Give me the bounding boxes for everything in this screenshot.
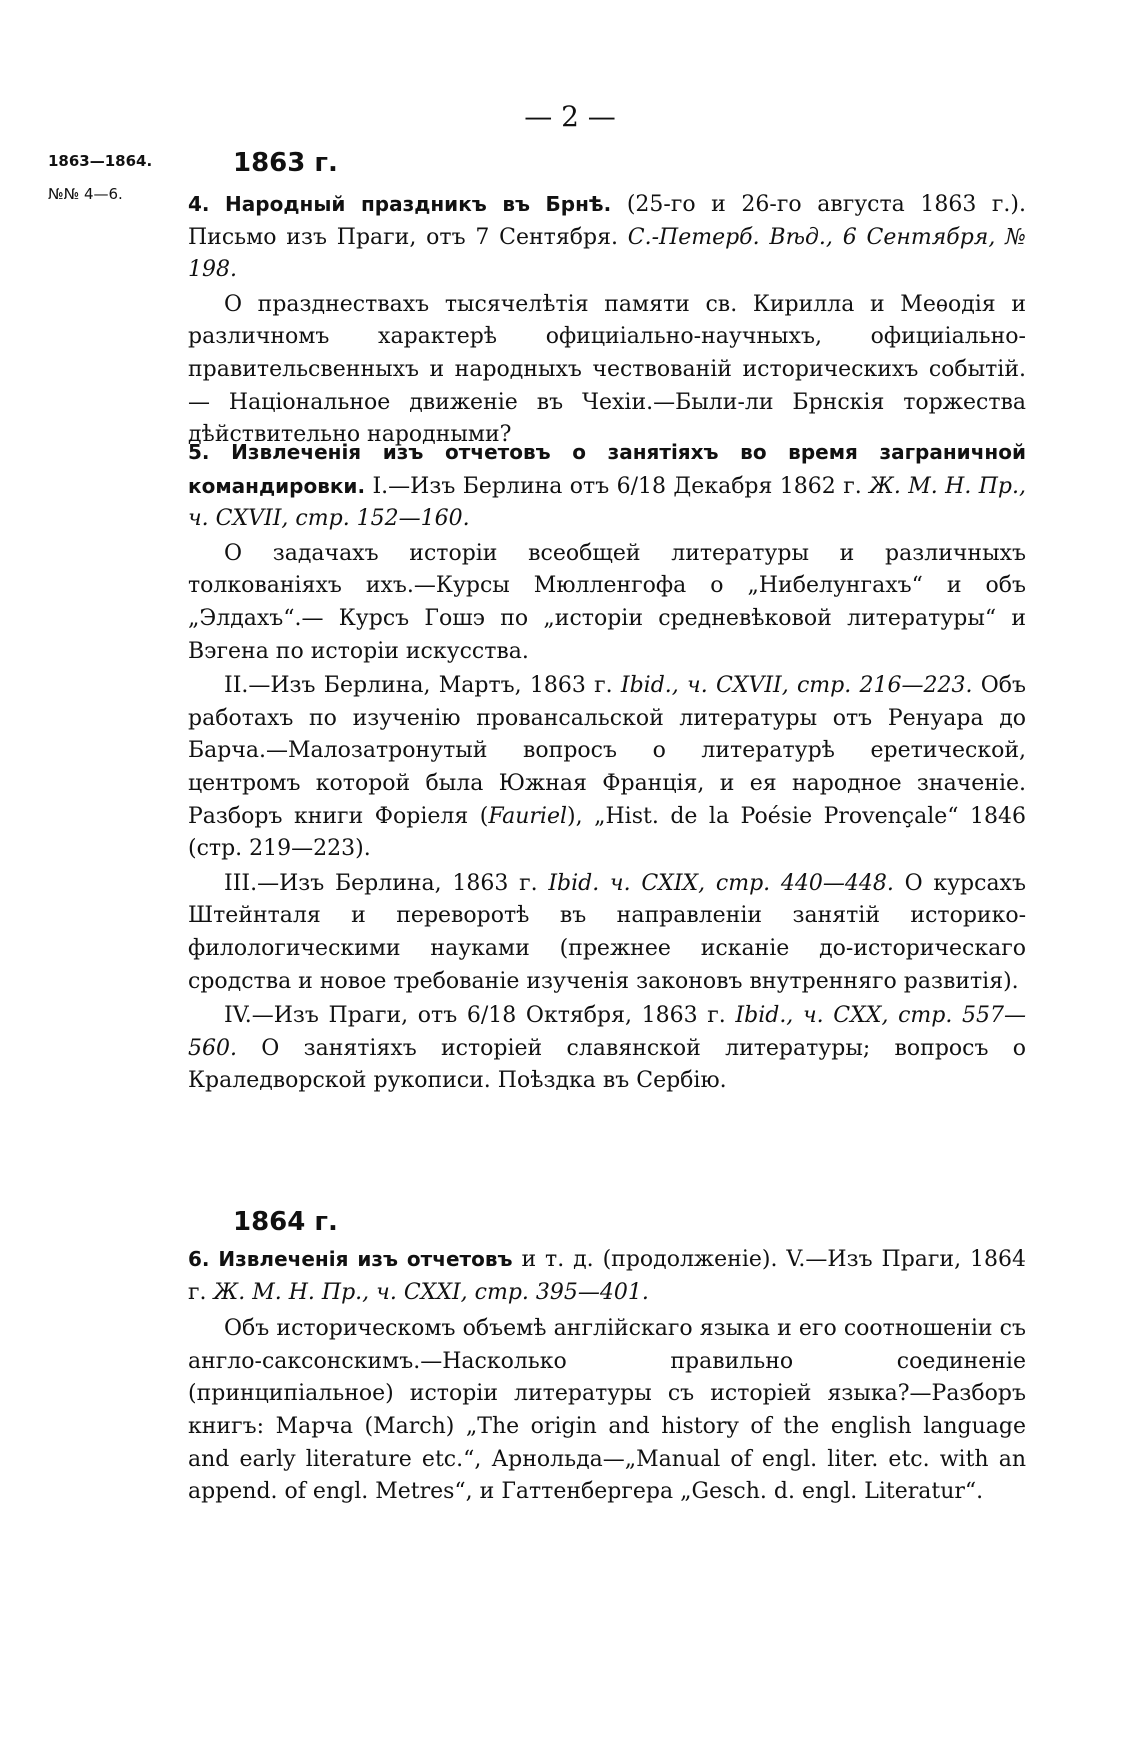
part-3-source: Ibid. ч. CXIX, стр. 440—448.	[548, 870, 894, 896]
part-2-fauriel: Fauriel	[488, 803, 567, 829]
entry-4-rest: (25-го и 26-го августа 1863 г.). Письмо изъ Праги, отъ 7 Сентября.	[188, 192, 1026, 250]
entry-4-description: О празднествахъ тысячелѣтія памяти св. Кирилла и Меѳодія и различномъ характерѣ официіально-научныхъ, официіально-правительсвенныхъ и народныхъ чествованій историческихъ событій. — Національное движеніе въ Чехіи.—Были-ли Брнскія торжества дѣйствительно народными?	[188, 291, 1026, 448]
entry-6-title: 6. Извлеченія изъ отчетовъ	[188, 1247, 513, 1271]
entry-4	[188, 188, 1026, 452]
part-2-text: Объ работахъ по изученію провансальской литературы отъ Ренуара до Барча.—Малозатронутый вопросъ о литературѣ еретической, центромъ которой была Южная Франція, и ея народное значеніе. Разборъ книги Форіеля (	[188, 673, 1026, 829]
part-4-lead: IV.—Изъ Праги, отъ 6/18 Октября, 1863 г.	[224, 1003, 736, 1029]
section-year-1864: 1864 г.	[233, 1207, 338, 1237]
entry-6-description: Объ историческомъ объемѣ англійскаго языка и его соотношеніи съ англо-саксонскимъ.—Насколько правильно соединеніе (принципіальное) исторіи литературы съ исторіей языка?—Разборъ книгъ: Марча (March) „The origin and history of the english language and early literature etc.“, Арнольда—„Manual of engl. liter. etc. with an append. of engl. Metres“, и Гаттенбергера „Gesch. d. engl. Literatur“.	[188, 1316, 1026, 1505]
entry-5-part-3	[188, 868, 1026, 998]
entry-6	[188, 1243, 1026, 1509]
entry-6-heading	[188, 1243, 1026, 1309]
part-3-lead: III.—Изъ Берлина, 1863 г.	[224, 870, 549, 896]
entry-5-title: 5. Извлеченія изъ отчетовъ о занятіяхъ во время заграничной командировки.	[188, 440, 1026, 498]
entry-4-source: С.-Петерб. Вѣд., 6 Сентября, № 198.	[188, 224, 1026, 283]
part-2-lead: II.—Изъ Берлина, Мартъ, 1863 г.	[224, 673, 621, 699]
entry-5-description: О задачахъ исторіи всеобщей литературы и различныхъ толкованіяхъ ихъ.—Курсы Мюлленгофа о „Нибелунгахъ“ и объ „Элдахъ“.— Курсъ Гошэ по „исторіи средневѣковой литературы“ и Вэгена по исторіи искусства.	[188, 540, 1026, 664]
entry-5	[188, 436, 1026, 1098]
entry-4-title: 4. Народный праздникъ въ Брнѣ.	[188, 192, 612, 216]
part-4-text: О занятіяхъ исторіей славянской литературы; вопросъ о Краледворской рукописи. Поѣздка въ Сербію.	[188, 1035, 1026, 1094]
entry-5-heading	[188, 436, 1026, 536]
entry-5-part-2	[188, 670, 1026, 866]
part-2-tail: ), „Hist. de la Poésie Provençale“ 1846 (стр. 219—223).	[188, 803, 1026, 862]
entry-6-rest: и т. д. (продолженіе). V.—Изъ Праги, 1864 г.	[188, 1247, 1027, 1305]
entry-5-rest: I.—Изъ Берлина отъ 6/18 Декабря 1862 г.	[365, 473, 870, 499]
section-year-1863: 1863 г.	[233, 148, 338, 178]
entry-6-source: Ж. М. Н. Пр., ч. CXXI, стр. 395—401.	[213, 1279, 649, 1305]
part-3-text: О курсахъ Штейнталя и переворотѣ въ направленіи занятій историко-филологическими науками (прежнее исканіе до-историческаго сродства и новое требованіе изученія законовъ внутренняго развитія).	[188, 870, 1026, 994]
entry-4-heading	[188, 188, 1026, 287]
entry-5-source: Ж. М. Н. Пр., ч. CXVII, стр. 152—160.	[188, 473, 1026, 532]
entry-5-part-4	[188, 1000, 1026, 1098]
part-2-source: Ibid., ч. CXVII, стр. 216—223.	[620, 673, 973, 699]
margin-numbers: №№ 4—6.	[48, 185, 123, 203]
part-4-source: Ibid., ч. CXX, стр. 557—560.	[188, 1003, 1026, 1061]
margin-years: 1863—1864.	[48, 152, 153, 170]
page-number: — 2 —	[524, 100, 616, 133]
